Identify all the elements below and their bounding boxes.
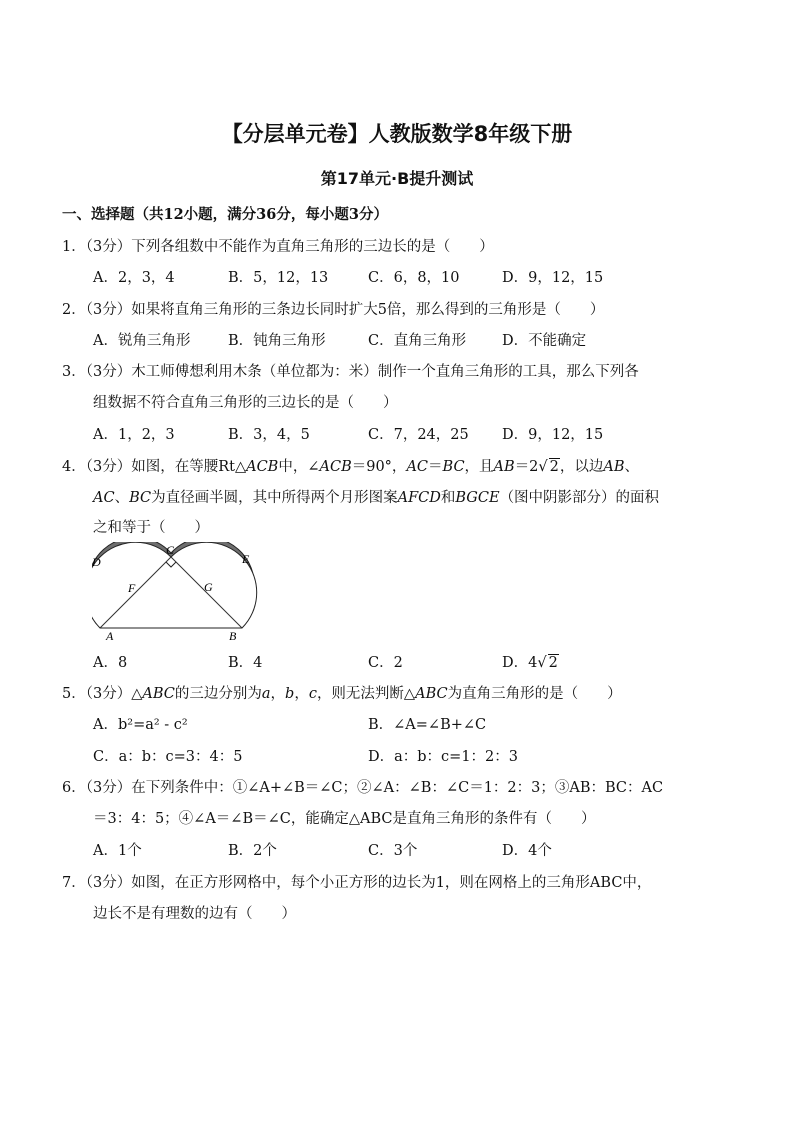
question-5-stem: [62, 682, 622, 703]
label-f: F: [128, 581, 136, 595]
label-c: C: [166, 543, 175, 557]
q4-text: 和: [440, 490, 456, 506]
q4-text: （图中阴影部分）的面积: [499, 490, 660, 506]
question-1-option-d: D．9，12，15: [502, 270, 604, 286]
q5-text: 为直角三角形的是（ ）: [447, 686, 622, 702]
question-7-stem-line2: 边长不是有理数的边有（ ）: [93, 906, 296, 922]
question-7-stem-line1: 7．（3分）如图，在正方形网格中，每个小正方形的边长为1，则在网格上的三角形ABC中，: [62, 875, 652, 891]
question-6-stem-line2: ＝3：4：5；④∠A＝∠B＝∠C，能确定△ABC是直角三角形的条件有（ ）: [93, 811, 596, 827]
question-4-option-a: A．8: [93, 655, 128, 671]
question-2-option-d: D．不能确定: [502, 333, 587, 349]
page-title: 【分层单元卷】人教版数学8年级下册: [221, 122, 573, 146]
question-3-option-c: C．7，24，25: [368, 427, 469, 443]
q4-text: ＝2: [514, 459, 539, 475]
q4-var: ACB: [319, 459, 352, 475]
label-g: G: [204, 580, 213, 594]
q5-var: ABC: [142, 686, 175, 702]
question-2-stem: 2．（3分）如果将直角三角形的三条边长同时扩大5倍，那么得到的三角形是（ ）: [62, 302, 605, 318]
label-d: D: [92, 555, 101, 569]
question-6-option-d: D．4个: [502, 843, 552, 859]
question-1-option-a: A．2，3，4: [93, 270, 175, 286]
section-heading: 一、选择题（共12小题，满分36分，每小题3分）: [62, 206, 388, 223]
q4-text: 4．（3分）如图，在等腰Rt△: [62, 459, 247, 475]
question-1-stem: 1．（3分）下列各组数中不能作为直角三角形的三边长的是（ ）: [62, 239, 494, 255]
question-3-option-b: B．3，4，5: [228, 427, 310, 443]
question-5-option-b: B．∠A=∠B+∠C: [368, 717, 487, 733]
q4-text: ＝90°，: [351, 459, 407, 475]
question-4-stem-line2: [93, 486, 659, 507]
question-3-stem-line2: 组数据不符合直角三角形的三边长的是（ ）: [93, 395, 398, 411]
q4-var: AC: [406, 459, 429, 475]
question-4-option-b: B．4: [228, 655, 263, 671]
q4-text: ，且: [464, 459, 494, 475]
question-3-option-a: A．1，2，3: [93, 427, 175, 443]
big-semicircle-ab: [92, 542, 257, 628]
q5-var: c: [308, 686, 317, 702]
q5-text: 的三边分别为: [174, 686, 262, 702]
question-5-option-c: C．a：b：c=3：4：5: [93, 749, 243, 765]
lune-figure: [92, 542, 262, 642]
question-6-option-c: C．3个: [368, 843, 418, 859]
q4-var: AB: [493, 459, 515, 475]
question-2-option-b: B．钝角三角形: [228, 333, 326, 349]
question-3-stem-line1: 3．（3分）木工师傅想利用木条（单位都为：米）制作一个直角三角形的工具，那么下列各: [62, 364, 639, 380]
question-6-option-a: A．1个: [93, 843, 142, 859]
q4-text: 、: [624, 459, 640, 475]
q4-var: BC: [442, 459, 465, 475]
q5-var: b: [285, 686, 295, 702]
question-5-option-a: A．b²=a² - c²: [93, 717, 188, 733]
sqrt-radicand: 2: [549, 459, 559, 475]
q4-var: AB: [603, 459, 625, 475]
q5-var: a: [261, 686, 271, 702]
question-2-option-a: A．锐角三角形: [93, 333, 191, 349]
q4-var: AFCD: [397, 490, 441, 506]
q4-text: ，以边: [559, 459, 604, 475]
q4-option-d-text: D．4: [502, 655, 538, 671]
sqrt-symbol: √ 2: [538, 459, 559, 475]
page-subtitle: 第17单元·B提升测试: [320, 169, 474, 188]
question-4-option-c: C．2: [368, 655, 403, 671]
question-6-option-b: B．2个: [228, 843, 277, 859]
q4-text: 中，∠: [278, 459, 320, 475]
label-b: B: [229, 629, 237, 642]
q4-var: AC: [93, 490, 115, 506]
question-2-option-c: C．直角三角形: [368, 333, 467, 349]
question-1-option-c: C．6，8，10: [368, 270, 460, 286]
question-5-option-d: D．a：b：c=1：2：3: [368, 749, 518, 765]
q5-text: ，则无法判断△: [316, 686, 416, 702]
sqrt-symbol: √ 2: [537, 655, 558, 671]
question-1-option-b: B．5，12，13: [228, 270, 329, 286]
q5-text: 5．（3分）△: [62, 686, 143, 702]
q4-var: BC: [129, 490, 152, 506]
question-6-stem-line1: 6．（3分）在下列条件中：①∠A+∠B＝∠C；②∠A：∠B：∠C＝1：2：3；③AB：BC：AC: [62, 780, 664, 796]
label-a: A: [106, 629, 114, 642]
q5-text: ，: [270, 686, 286, 702]
q4-text: 为直径画半圆，其中所得两个月形图案: [151, 490, 398, 506]
q4-text: ＝: [428, 459, 443, 475]
q4-text: 、: [114, 490, 130, 506]
q5-var: ABC: [415, 686, 448, 702]
q4-var: BGCE: [455, 490, 500, 506]
question-4-stem-line1: [62, 455, 639, 476]
question-4-stem-line3: 之和等于（ ）: [93, 520, 209, 536]
label-e: E: [242, 552, 250, 566]
q5-text: ，: [294, 686, 309, 702]
question-3-option-d: D．9，12，15: [502, 427, 604, 443]
question-4-option-d: [502, 651, 559, 672]
sqrt-radicand: 2: [548, 655, 558, 671]
q4-var: ACB: [246, 459, 279, 475]
